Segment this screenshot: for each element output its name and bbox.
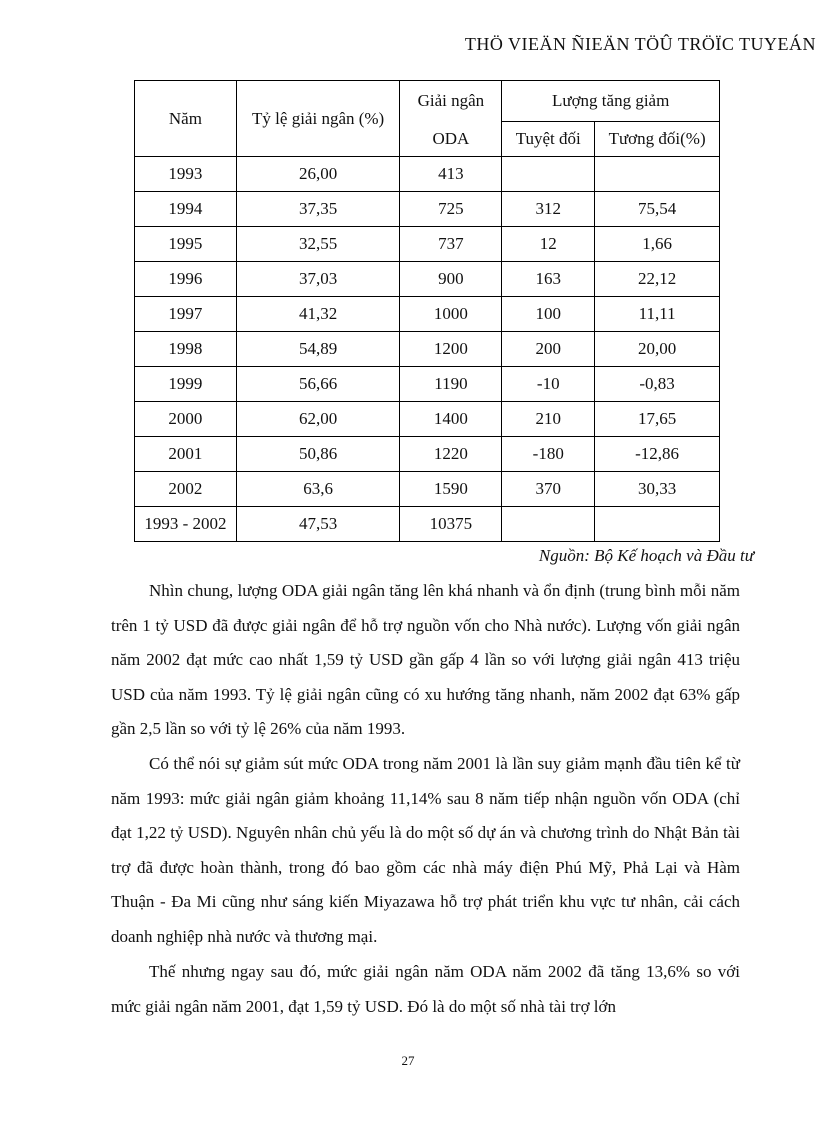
table-cell-rel: 75,54 [595, 192, 720, 227]
table-cell-year: 1999 [135, 367, 237, 402]
table-cell-rate: 26,00 [236, 157, 400, 192]
table-cell-abs: -10 [502, 367, 595, 402]
table-cell-rel [595, 507, 720, 542]
table-cell-abs [502, 157, 595, 192]
table-cell-oda: 413 [400, 157, 502, 192]
table-cell-rate: 50,86 [236, 437, 400, 472]
header-oda-line2: ODA [400, 122, 502, 157]
header-year: Năm [135, 81, 237, 157]
table-cell-oda: 1200 [400, 332, 502, 367]
table-cell-year: 1997 [135, 297, 237, 332]
table-cell-oda: 1590 [400, 472, 502, 507]
table-cell-oda: 10375 [400, 507, 502, 542]
oda-disbursement-table [134, 80, 720, 542]
table-cell-abs: 200 [502, 332, 595, 367]
table-row [135, 507, 720, 542]
table-cell-abs: 100 [502, 297, 595, 332]
table-cell-abs: 312 [502, 192, 595, 227]
table-body [135, 157, 720, 542]
paragraph-3: Thế nhưng ngay sau đó, mức giải ngân năm ODA năm 2002 đã tăng 13,6% so với mức giải ngân năm 2001, đạt 1,59 tỷ USD. Đó là do một số nhà tài trợ lớn [111, 962, 740, 1016]
table-cell-rate: 56,66 [236, 367, 400, 402]
table-cell-year: 2002 [135, 472, 237, 507]
header-rate: Tỷ lệ giải ngân (%) [236, 81, 400, 157]
table-cell-oda: 1400 [400, 402, 502, 437]
table-cell-year: 1994 [135, 192, 237, 227]
header-change: Lượng tăng giảm [502, 81, 720, 122]
table-cell-rate: 54,89 [236, 332, 400, 367]
paragraph-1: Nhìn chung, lượng ODA giải ngân tăng lên khá nhanh và ổn định (trung bình mỗi năm trên 1 tỷ USD đã được giải ngân để hỗ trợ nguồn vốn cho Nhà nước). Lượng vốn giải ngân năm 2002 đạt mức cao nhất 1,59 tỷ USD gần gấp 4 lần so với lượng giải ngân 413 triệu USD của năm 1993. Tỷ lệ giải ngân cũng có xu hướng tăng nhanh, năm 2002 đạt 63% gấp gần 2,5 lần so với tỷ lệ 26% của năm 1993. [111, 581, 740, 739]
table-cell-rel: 1,66 [595, 227, 720, 262]
table-cell-rel: 11,11 [595, 297, 720, 332]
table-row [135, 157, 720, 192]
table-cell-year: 1995 [135, 227, 237, 262]
table-cell-rate: 37,35 [236, 192, 400, 227]
table-cell-year: 2001 [135, 437, 237, 472]
table-cell-oda: 1190 [400, 367, 502, 402]
table-cell-rate: 32,55 [236, 227, 400, 262]
table-cell-abs: 370 [502, 472, 595, 507]
table-row [135, 472, 720, 507]
table-cell-rel: 22,12 [595, 262, 720, 297]
table-cell-rate: 47,53 [236, 507, 400, 542]
page-number: 27 [401, 1053, 415, 1068]
table-cell-oda: 737 [400, 227, 502, 262]
table-cell-rel: -12,86 [595, 437, 720, 472]
table-row [135, 332, 720, 367]
table-cell-year: 1993 - 2002 [135, 507, 237, 542]
table-cell-rel: 30,33 [595, 472, 720, 507]
table-row [135, 227, 720, 262]
table-row [135, 297, 720, 332]
table-cell-oda: 725 [400, 192, 502, 227]
header-absolute: Tuyệt đối [502, 122, 595, 157]
table-cell-rate: 37,03 [236, 262, 400, 297]
table-cell-rel: -0,83 [595, 367, 720, 402]
table-cell-rate: 41,32 [236, 297, 400, 332]
table-row [135, 262, 720, 297]
table-cell-abs [502, 507, 595, 542]
table-row [135, 402, 720, 437]
header-oda-line1: Giải ngân [400, 81, 502, 122]
table-row [135, 192, 720, 227]
table-cell-abs: 163 [502, 262, 595, 297]
header-relative: Tương đối(%) [595, 122, 720, 157]
table-cell-rel: 17,65 [595, 402, 720, 437]
table-cell-abs: 210 [502, 402, 595, 437]
table-cell-year: 1993 [135, 157, 237, 192]
table-cell-rel: 20,00 [595, 332, 720, 367]
table-cell-rate: 62,00 [236, 402, 400, 437]
table-cell-year: 1996 [135, 262, 237, 297]
table-cell-abs: -180 [502, 437, 595, 472]
table-row [135, 367, 720, 402]
table-cell-year: 1998 [135, 332, 237, 367]
table-cell-rel [595, 157, 720, 192]
table-row [135, 437, 720, 472]
table-cell-oda: 900 [400, 262, 502, 297]
table-cell-year: 2000 [135, 402, 237, 437]
header-title: THÖ VIEÄN ÑIEÄN TÖÛ TRÖÏC TUYEÁN [464, 34, 816, 54]
table-cell-oda: 1220 [400, 437, 502, 472]
source-note: Nguồn: Bộ Kế hoạch và Đầu tư [538, 546, 754, 565]
table-cell-rate: 63,6 [236, 472, 400, 507]
paragraph-2: Có thể nói sự giảm sút mức ODA trong năm 2001 là lần suy giảm mạnh đầu tiên kể từ năm 1993: mức giải ngân giảm khoảng 11,14% sau 8 năm tiếp nhận nguồn vốn ODA (chỉ đạt 1,22 tỷ USD). Nguyên nhân chủ yếu là do một số dự án và chương trình do Nhật Bản tài trợ đã được hoàn thành, trong đó bao gồm các nhà máy điện Phú Mỹ, Phả Lại và Hàm Thuận - Đa Mi cũng như sáng kiến Miyazawa hỗ trợ phát triển khu vực tư nhân, cải cách doanh nghiệp nhà nước và thương mại. [111, 754, 740, 946]
table-cell-abs: 12 [502, 227, 595, 262]
table-cell-oda: 1000 [400, 297, 502, 332]
